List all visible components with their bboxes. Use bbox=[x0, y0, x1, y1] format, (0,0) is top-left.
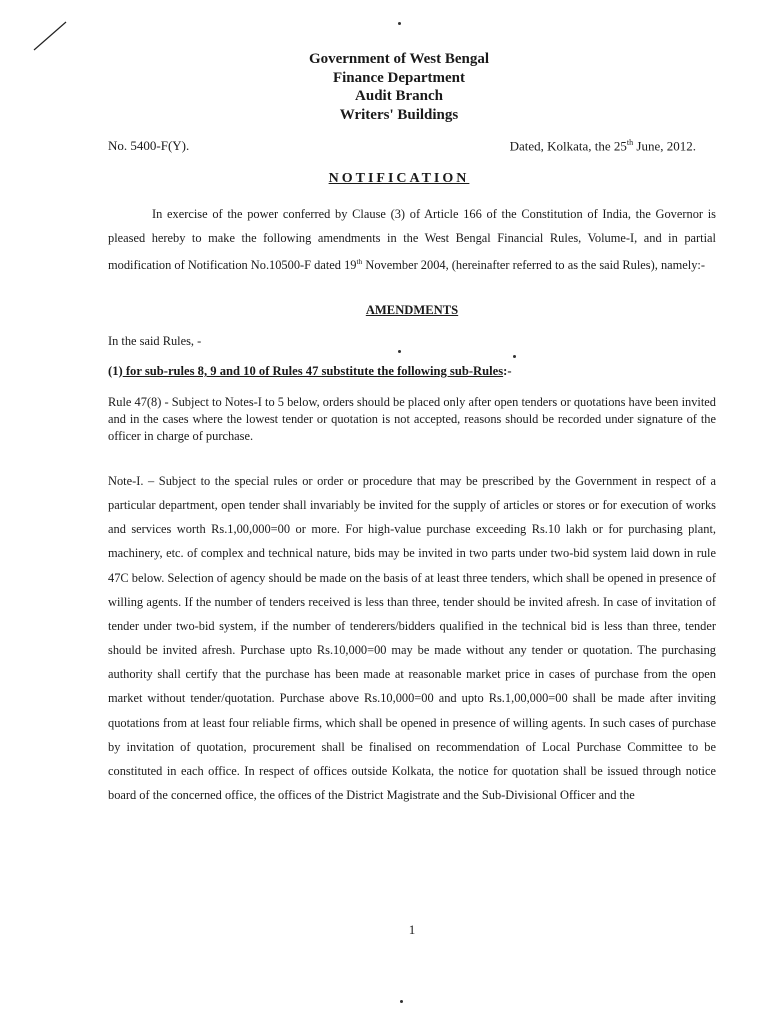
letterhead bbox=[0, 50, 768, 124]
header-department: Finance Department bbox=[332, 69, 466, 86]
header-branch: Audit Branch bbox=[355, 88, 443, 104]
intro-paragraph: In exercise of the power conferred by Clause (3) of Article 166 of the Constitution of India, the Governor is pleased hereby to make the following amendments in the West Bengal Financial Rules, Volume-I, and in partial modification of Notification No.10500-F dated 19th November 2004, (hereinafter referred to as the said Rules), namely:- bbox=[108, 207, 716, 273]
page-number: 1 bbox=[408, 922, 416, 937]
scan-speck bbox=[398, 22, 401, 25]
scan-speck bbox=[398, 350, 401, 353]
notification-title: NOTIFICATION bbox=[328, 171, 470, 186]
scan-speck bbox=[513, 355, 516, 358]
amendments-heading: AMENDMENTS bbox=[365, 303, 459, 317]
note-1-paragraph: Note-I. – Subject to the special rules or order or procedure that may be prescribed by the Government in respect of a particular department, open tender shall invariably be invited for the supply of articles or stores or for execution of works and services worth Rs.1,00,000=00 or more. For high-value purchase exceeding Rs.10 lakh or for purchasing plant, machinery, etc. of complex and technical nature, bids may be invited in two parts under two-bid system laid down in rule 47C below. Selection of agency should be made on the basis of at least three tenders, which shall be opened in presence of willing agents. If the number of tenders received is less than three, tender should be invited afresh. In case of invitation of tender under two-bid system, if the number of tenderers/bidders qualified in the technical bid is less than three, tender should be invited afresh. Purchase upto Rs.10,000=00 may be made without any tender or quotation. The purchasing authority shall certify that the purchase has been made at reasonable market price in cases of purchase from the open market without tender/quotation. Purchase above Rs.10,000=00 and upto Rs.1,00,000=00 shall be made after inviting quotations from at least four reliable firms, which shall be opened in presence of willing agents. In such cases of purchase by invitation of quotation, procurement shall be finalised on recommendation of Local Purchase Committee to be constituted in each office. In respect of offices outside Kolkata, the notice for quotation shall be issued through notice board of the concerned office, the offices of the District Magistrate and the Sub-Divisional Officer and the bbox=[108, 474, 716, 803]
pen-mark bbox=[30, 20, 70, 52]
reference-line bbox=[108, 138, 696, 154]
rule-47-8-paragraph: Rule 47(8) - Subject to Notes-I to 5 below, orders should be placed only after open tenders or quotations have been invited and in the cases where the lowest tender or quotation is not accepted, reasons should be recorded under signature of the officer in charge of purchase. bbox=[108, 395, 716, 443]
said-rules-line: In the said Rules, - bbox=[108, 334, 202, 348]
notification-date: Dated, Kolkata, the 25th June, 2012. bbox=[509, 138, 696, 154]
scan-speck bbox=[400, 1000, 403, 1003]
header-building: Writers' Buildings bbox=[339, 106, 459, 123]
subrule-heading: (1) for sub-rules 8, 9 and 10 of Rules 47 substitute the following sub-Rules:- bbox=[108, 364, 512, 378]
header-government: Government of West Bengal bbox=[308, 51, 490, 67]
notification-number: No. 5400-F(Y). bbox=[108, 138, 190, 153]
